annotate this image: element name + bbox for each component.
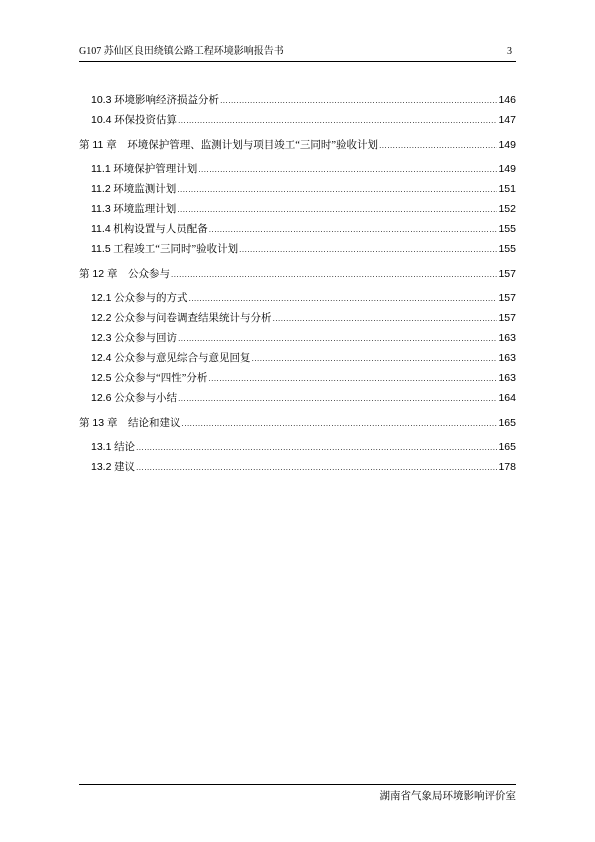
toc-entry-number: 11.2 (91, 183, 111, 195)
toc-dot-leader (178, 111, 497, 131)
toc-entry-page: 155 (498, 223, 516, 235)
toc-entry-page: 157 (498, 312, 516, 324)
toc-chapter-entry[interactable] (79, 135, 516, 155)
toc-entry-number: 10.3 (91, 94, 112, 106)
toc-section-entry[interactable] (79, 437, 516, 457)
toc-entry-label (91, 90, 219, 111)
toc-dot-leader (220, 91, 497, 111)
toc-entry-number: 第 12 章 (79, 268, 118, 280)
toc-section-entry[interactable] (79, 159, 516, 179)
toc-entry-number: 12.3 (91, 332, 112, 344)
toc-entry-page: 147 (498, 114, 516, 126)
footer-organization: 湖南省气象局环境影响评价室 (379, 791, 516, 802)
toc-entry-label (91, 199, 176, 220)
toc-entry-title: 环境监理计划 (110, 204, 177, 215)
toc-entry-number: 第 13 章 (79, 417, 118, 429)
toc-entry-number: 11.3 (91, 203, 111, 215)
toc-entry-number: 第 11 章 (79, 139, 117, 151)
toc-section-entry[interactable] (79, 90, 516, 110)
toc-chapter-entry[interactable] (79, 413, 516, 433)
toc-entry-title: 公众参与小结 (111, 393, 178, 404)
toc-section-entry[interactable] (79, 219, 516, 239)
toc-entry-number: 12.6 (91, 392, 112, 404)
toc-dot-leader (171, 265, 497, 285)
toc-entry-label (91, 159, 197, 180)
footer-divider (79, 784, 516, 785)
header-page-number: 3 (507, 46, 512, 57)
toc-entry-label (91, 437, 135, 458)
toc-entry-page: 165 (498, 417, 516, 429)
toc-entry-page: 151 (498, 183, 516, 195)
toc-entry-page: 164 (498, 392, 516, 404)
toc-entry-number: 11.4 (91, 223, 111, 235)
toc-entry-title: 工程竣工“三同时”验收计划 (110, 244, 239, 255)
toc-entry-label (91, 348, 251, 369)
toc-dot-leader (178, 329, 497, 349)
toc-dot-leader (189, 289, 498, 309)
toc-entry-label (91, 110, 177, 131)
toc-dot-leader (379, 136, 497, 156)
toc-entry-page: 163 (498, 372, 516, 384)
toc-section-entry[interactable] (79, 110, 516, 130)
toc-section-entry[interactable] (79, 457, 516, 477)
toc-dot-leader (136, 458, 497, 478)
toc-entry-label (91, 219, 208, 240)
toc-entry-page: 157 (498, 292, 516, 304)
toc-entry-title: 公众参与意见综合与意见回复 (111, 353, 251, 364)
toc-entry-label (79, 135, 378, 156)
toc-entry-title: 公众参与回访 (111, 333, 178, 344)
toc-section-entry[interactable] (79, 179, 516, 199)
toc-section-entry[interactable] (79, 328, 516, 348)
toc-section-entry[interactable] (79, 199, 516, 219)
toc-entry-title: 机构设置与人员配备 (110, 224, 208, 235)
toc-entry-label (91, 288, 188, 309)
toc-entry-title: 环境保护管理计划 (110, 164, 198, 175)
toc-entry-title: 结论 (111, 442, 136, 453)
toc-entry-page: 178 (498, 461, 516, 473)
toc-entry-number: 11.5 (91, 243, 111, 255)
toc-dot-leader (252, 349, 498, 369)
toc-entry-page: 163 (498, 352, 516, 364)
toc-entry-label (91, 457, 135, 478)
toc-entry-label (79, 264, 170, 285)
toc-entry-page: 163 (498, 332, 516, 344)
toc-section-entry[interactable] (79, 348, 516, 368)
toc-entry-page: 165 (498, 441, 516, 453)
toc-entry-page: 146 (498, 94, 516, 106)
toc-dot-leader (178, 389, 497, 409)
toc-section-entry[interactable] (79, 368, 516, 388)
toc-entry-title: 结论和建议 (117, 418, 181, 429)
toc-dot-leader (182, 414, 498, 434)
toc-section-entry[interactable] (79, 388, 516, 408)
toc-entry-number: 12.4 (91, 352, 112, 364)
toc-dot-leader (208, 369, 497, 389)
toc-entry-number: 13.2 (91, 461, 112, 473)
toc-dot-leader (198, 160, 497, 180)
toc-entry-label (91, 328, 177, 349)
toc-entry-label (91, 179, 176, 200)
toc-entry-title: 公众参与问卷调查结果统计与分析 (111, 313, 272, 324)
toc-section-entry[interactable] (79, 288, 516, 308)
toc-entry-title: 环境影响经济损益分析 (111, 95, 220, 106)
toc-entry-page: 157 (498, 268, 516, 280)
toc-entry-page: 149 (498, 163, 516, 175)
toc-entry-label (91, 239, 238, 260)
toc-entry-title: 公众参与“四性”分析 (111, 373, 208, 384)
header-divider (79, 61, 516, 62)
toc-dot-leader (209, 220, 498, 240)
toc-entry-title: 公众参与的方式 (111, 293, 188, 304)
toc-entry-title: 建议 (111, 462, 136, 473)
toc-entry-page: 149 (498, 139, 516, 151)
toc-section-entry[interactable] (79, 308, 516, 328)
table-of-contents (79, 90, 516, 477)
toc-dot-leader (136, 438, 497, 458)
toc-entry-label (91, 388, 177, 409)
toc-entry-label (91, 308, 272, 329)
toc-dot-leader (239, 240, 497, 260)
toc-entry-number: 12.1 (91, 292, 112, 304)
toc-entry-label (91, 368, 207, 389)
toc-entry-number: 12.5 (91, 372, 112, 384)
toc-dot-leader (273, 309, 498, 329)
toc-entry-page: 152 (498, 203, 516, 215)
toc-entry-number: 13.1 (91, 441, 112, 453)
toc-entry-number: 10.4 (91, 114, 112, 126)
toc-entry-title: 环境保护管理、监测计划与项目竣工“三同时”验收计划 (116, 140, 379, 151)
toc-dot-leader (177, 200, 497, 220)
toc-entry-title: 公众参与 (117, 269, 171, 280)
toc-entry-number: 11.1 (91, 163, 111, 175)
toc-entry-title: 环境监测计划 (110, 184, 177, 195)
toc-dot-leader (177, 180, 497, 200)
toc-entry-number: 12.2 (91, 312, 112, 324)
toc-chapter-entry[interactable] (79, 264, 516, 284)
header-title: G107 苏仙区良田绕镇公路工程环境影响报告书 (79, 46, 284, 57)
toc-section-entry[interactable] (79, 239, 516, 259)
toc-entry-title: 环保投资估算 (111, 115, 178, 126)
toc-entry-page: 155 (498, 243, 516, 255)
toc-entry-label (79, 413, 181, 434)
page-header (79, 44, 516, 60)
